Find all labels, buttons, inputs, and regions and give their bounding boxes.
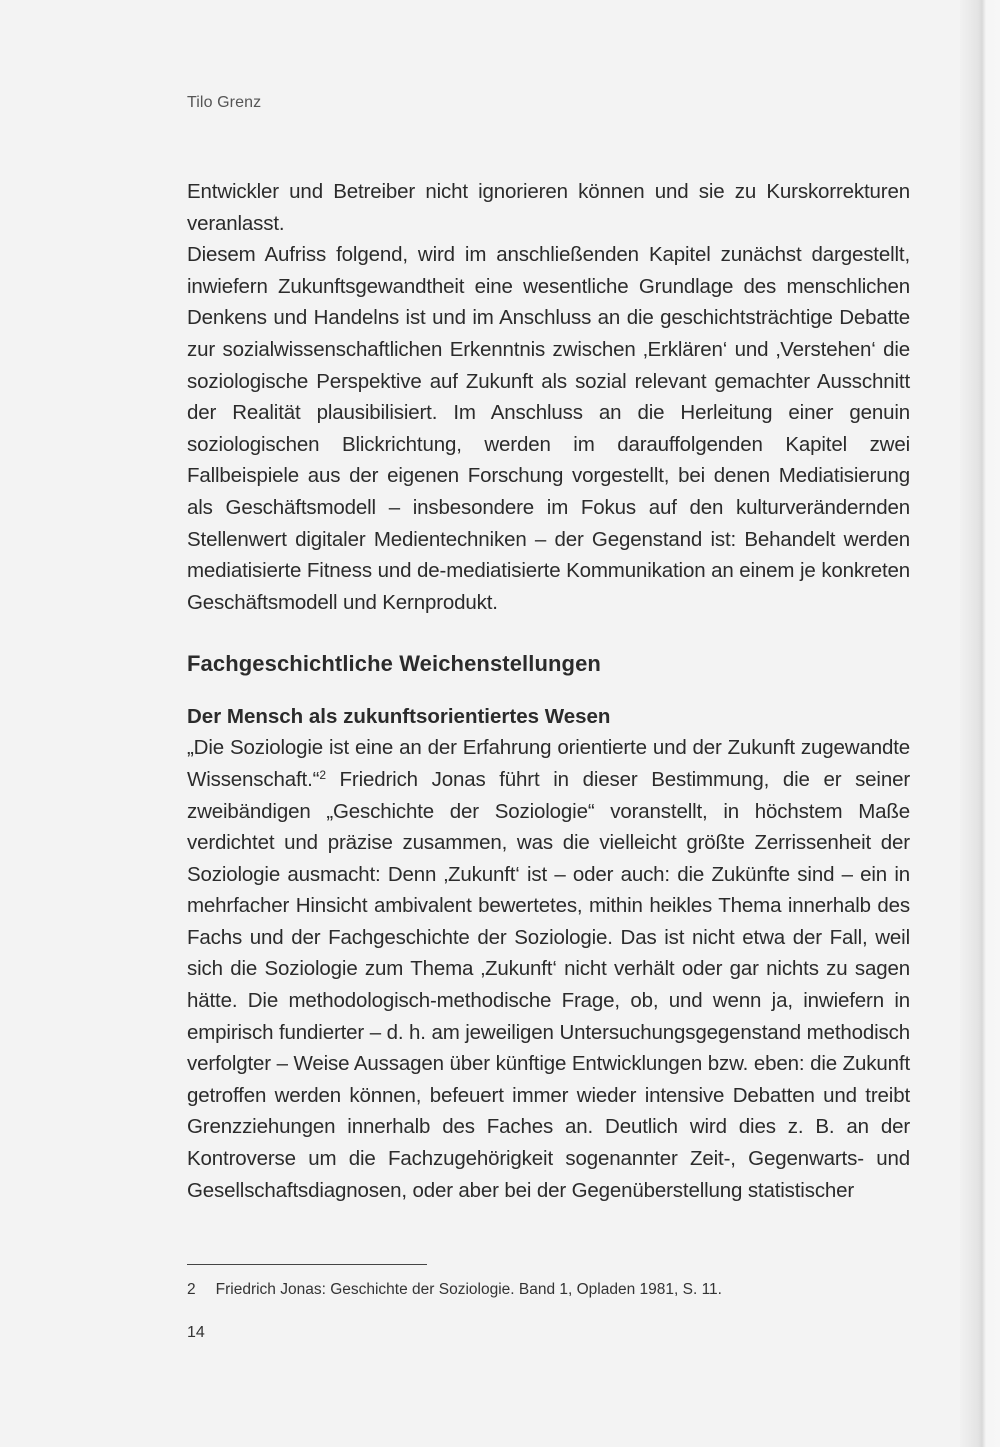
page-edge-shadow <box>960 0 1000 1447</box>
quote: „Die Soziologie ist eine an der Erfahrung orientierte und der Zukunft zugewandte Wissenschaft.“ <box>187 736 910 791</box>
page-number: 14 <box>187 1324 205 1341</box>
paragraph: Diesem Aufriss folgend, wird im anschließenden Kapitel zunächst dargestellt, inwiefern Zukunftsgewandtheit eine wesentliche Grundlage des menschlichen Denkens und Handelns ist und im Anschluss an die geschichtsträchtige Debatte zur sozialwissenschaftlichen Erkenntnis zwischen ‚Erklären‘ und ‚Verstehen‘ die soziologische Perspektive auf Zukunft als sozial relevant gemachter Ausschnitt der Realität plausibilisiert. Im Anschluss an die Herleitung einer genuin soziologischen Blickrichtung, werden im darauffolgenden Kapitel zwei Fallbeispiele aus der eigenen Forschung vorgestellt, bei denen Mediatisierung als Geschäftsmodell – insbesondere im Fokus auf den kulturverändernden Stellenwert digitaler Medientechniken – der Gegenstand ist: Behandelt werden mediatisierte Fitness und de-mediatisierte Kommunikation an einem je konkreten Geschäftsmodell und Kernprodukt. <box>187 243 910 614</box>
body-text <box>187 176 910 1206</box>
paragraph <box>187 732 910 1206</box>
paragraph: Entwickler und Betreiber nicht ignorieren können und sie zu Kurskorrekturen veranlasst. <box>187 180 910 235</box>
footnote-number: 2 <box>187 1281 196 1298</box>
running-head-author: Tilo Grenz <box>187 94 262 111</box>
section-heading: Fachgeschichtliche Weichenstellungen <box>187 651 601 677</box>
footnote-text: Friedrich Jonas: Geschichte der Soziologie. Band 1, Opladen 1981, S. 11. <box>215 1281 722 1298</box>
footnote <box>187 1281 722 1299</box>
subsection-heading: Der Mensch als zukunftsorientiertes Wesen <box>187 705 611 729</box>
footnote-reference[interactable]: 2 <box>319 767 326 782</box>
footnote-divider <box>187 1264 427 1265</box>
paragraph-text: Friedrich Jonas führt in dieser Bestimmung, die er seiner zweibändigen „Geschichte der Soziologie“ voranstellt, in höchstem Maße verdichtet und präzise zusammen, was die vielleicht größte Zerrissenheit der Soziologie ausmacht: Denn ‚Zukunft‘ ist – oder auch: die Zukünfte sind – ein in mehrfacher Hinsicht ambivalent bewertetes, mithin heikles Thema innerhalb des Fachs und der Fachgeschichte der Soziologie. Das ist nicht etwa der Fall, weil sich die Soziologie zum Thema ‚Zukunft‘ nicht verhält oder gar nichts zu sagen hätte. Die methodologisch-methodische Frage, ob, und wenn ja, inwiefern in empirisch fundierter – d. h. am jeweiligen Untersuchungsgegenstand methodisch verfolgter – Weise Aussagen über künftige Entwicklungen bzw. eben: die Zukunft getroffen werden können, befeuert immer wieder intensive Debatten und treibt Grenzziehungen innerhalb des Faches an. Deutlich wird dies z. B. an der Kontroverse um die Fachzugehörigkeit sogenannter Zeit-, Gegenwarts- und Gesellschaftsdiagnosen, oder aber bei der Gegenüberstellung statistischer <box>187 767 910 1202</box>
